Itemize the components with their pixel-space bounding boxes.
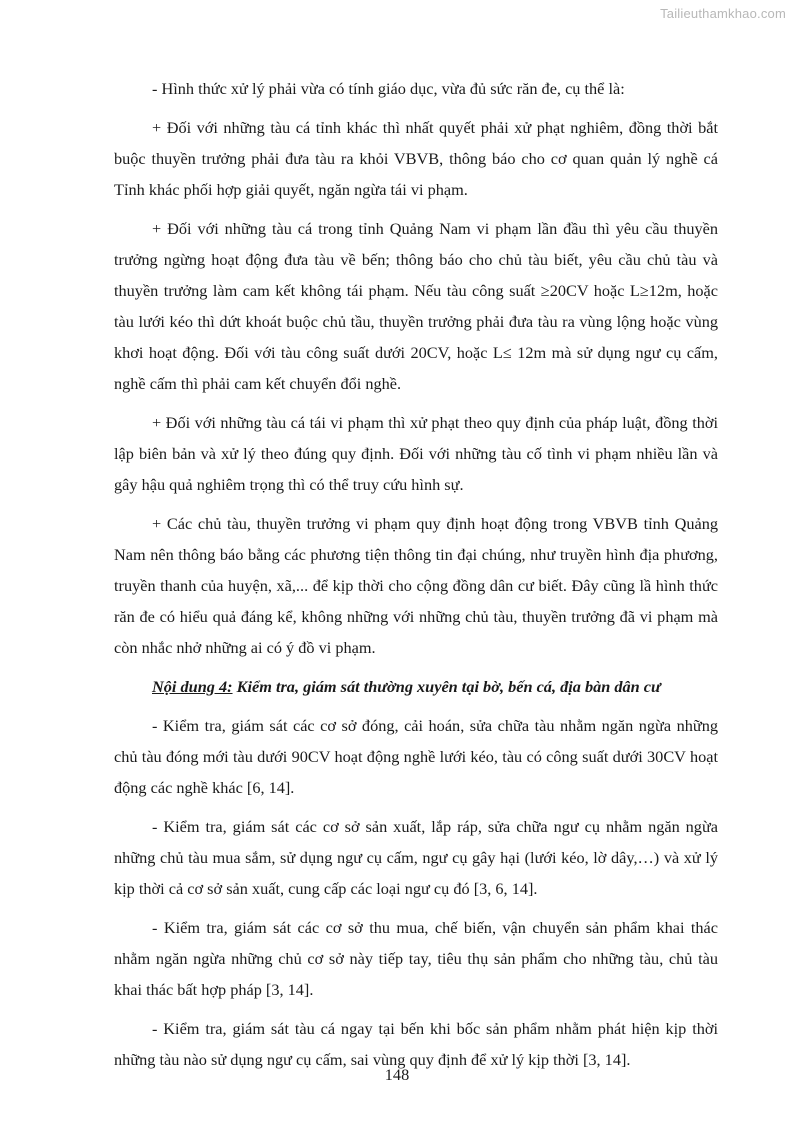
watermark: Tailieuthamkhao.com (660, 6, 786, 21)
section-heading-label: Nội dung 4: (152, 677, 233, 696)
document-body (114, 73, 718, 1083)
paragraph-sanction-form: - Hình thức xử lý phải vừa có tính giáo dục, vừa đủ sức răn đe, cụ thể là: (152, 79, 625, 98)
paragraph-first-violation: + Đối với những tàu cá trong tỉnh Quảng Nam vi phạm lần đầu thì yêu cầu thuyền trưởng ngừng hoạt động đưa tàu về bến; thông báo cho chủ tàu biết, yêu cầu chủ tàu và thuyền trưởng làm cam kết không tái phạm. Nếu tàu công suất ≥20CV hoặc L≥12m, hoặc tàu lưới kéo thì dứt khoát buộc chủ tầu, thuyền trưởng phải đưa tàu ra vùng lộng hoặc vùng khơi hoạt động. Đối với tàu công suất dưới 20CV, hoặc L≤ 12m mà sử dụng ngư cụ cấm, nghề cấm thì phải cam kết chuyển đổi nghề. (114, 219, 718, 393)
paragraph-public-notice: + Các chủ tàu, thuyền trưởng vi phạm quy định hoạt động trong VBVB tỉnh Quảng Nam nên thông báo bằng các phương tiện thông tin đại chúng, như truyền hình địa phương, truyền thanh của huyện, xã,... để kịp thời cho cộng đồng dân cư biết. Đây cũng lầ hình thức răn đe có hiểu quả đáng kể, không những với những chủ tàu, thuyền trưởng đã vi phạm mà còn nhắc nhở những ai có ý đồ vi phạm. (114, 514, 718, 657)
section-heading-text: Kiểm tra, giám sát thường xuyên tại bờ, bến cá, địa bàn dân cư (232, 677, 661, 696)
paragraph-port-inspection: - Kiểm tra, giám sát tàu cá ngay tại bến khi bốc sản phẩm nhằm phát hiện kịp thời những tàu nào sử dụng ngư cụ cấm, sai vùng quy định để xử lý kịp thời [3, 14]. (114, 1019, 718, 1069)
page-number: 148 (384, 1065, 410, 1084)
paragraph-gear-workshops: - Kiểm tra, giám sát các cơ sở sản xuất, lắp ráp, sửa chữa ngư cụ nhằm ngăn ngừa những chủ tàu mua sắm, sử dụng ngư cụ cấm, ngư cụ gây hại (lưới kéo, lờ dây,…) và xử lý kịp thời cả cơ sở sản xuất, cung cấp các loại ngư cụ đó [3, 6, 14]. (114, 817, 718, 898)
paragraph-shipyards: - Kiểm tra, giám sát các cơ sở đóng, cải hoán, sửa chữa tàu nhằm ngăn ngừa những chủ tàu đóng mới tàu dưới 90CV hoạt động nghề lưới kéo, tàu có công suất dưới 30CV hoạt động các nghề khác [6, 14]. (114, 716, 718, 797)
paragraph-other-province: + Đối với những tàu cá tỉnh khác thì nhất quyết phải xử phạt nghiêm, đồng thời bắt buộc thuyền trưởng phải đưa tàu ra khỏi VBVB, thông báo cho cơ quan quản lý nghề cá Tỉnh khác phối hợp giải quyết, ngăn ngừa tái vi phạm. (114, 118, 718, 199)
paragraph-repeat-violation: + Đối với những tàu cá tái vi phạm thì xử phạt theo quy định của pháp luật, đồng thời lập biên bản và xử lý theo đúng quy định. Đối với những tàu cố tình vi phạm nhiều lần và gây hậu quả nghiêm trọng thì có thể truy cứu hình sự. (114, 413, 718, 494)
section-heading (114, 671, 718, 702)
paragraph-buyers-processors: - Kiểm tra, giám sát các cơ sở thu mua, chế biến, vận chuyển sản phẩm khai thác nhằm ngăn ngừa những chủ cơ sở này tiếp tay, tiêu thụ sản phẩm cho những tàu, chủ tàu khai thác bất hợp pháp [3, 14]. (114, 918, 718, 999)
